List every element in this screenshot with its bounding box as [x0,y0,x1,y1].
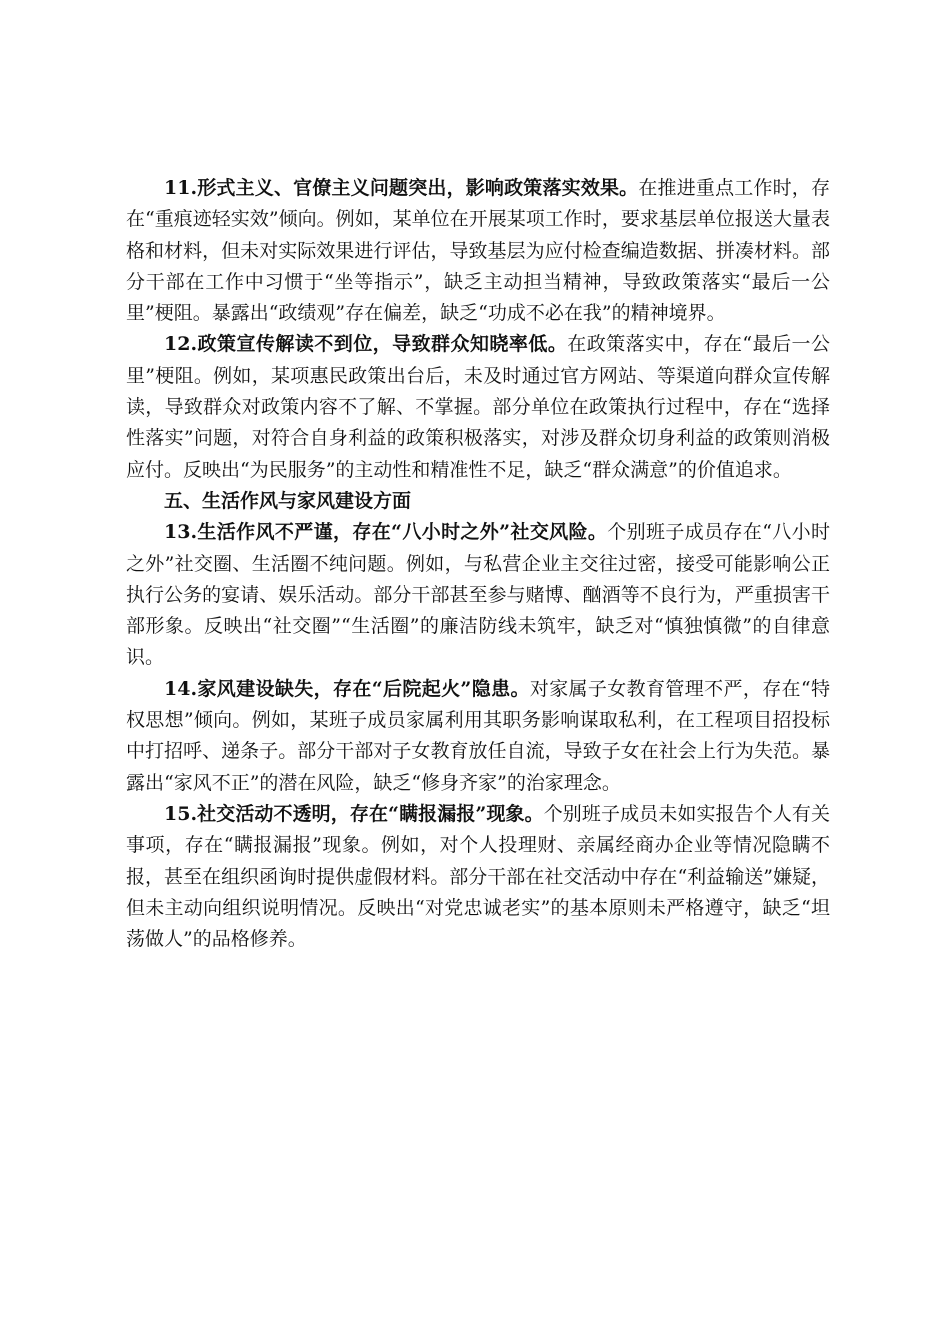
paragraph-15 [126,799,830,955]
paragraph-11 [126,173,830,329]
paragraph-13-heading: 13.生活作风不严谨，存在“八小时之外”社交风险。 [164,521,608,544]
paragraph-14-heading: 14.家风建设缺失，存在“后院起火”隐患。 [164,677,530,700]
paragraph-13 [126,517,830,673]
paragraph-11-heading: 11.形式主义、官僚主义问题突出，影响政策落实效果。 [164,177,639,199]
document-body [126,173,830,955]
paragraph-14 [126,674,830,799]
paragraph-13-body: 个别班子成员存在“八小时之外”社交圈、生活圈不纯问题。例如，与私营企业主交往过密，接受可能影响公正执行公务的宴请、娱乐活动。部分干部甚至参与赌博、酗酒等不良行为，严重损害干部形象。反映出“社交圈”“生活圈”的廉洁防线未筑牢，缺乏对“慎独慎微”的自律意识。 [126,521,830,669]
section-heading: 五、生活作风与家风建设方面 [164,489,412,512]
paragraph-15-heading: 15.社交活动不透明，存在“瞒报漏报”现象。 [164,802,544,825]
paragraph-12-body: 在政策落实中，存在“最后一公里”梗阻。例如，某项惠民政策出台后，未及时通过官方网站、等渠道向群众宣传解读，导致群众对政策内容不了解、不掌握。部分单位在政策执行过程中，存在“选择性落实”问题，对符合自身利益的政策积极落实，对涉及群众切身利益的政策则消极应付。反映出“为民服务”的主动性和精准性不足，缺乏“群众满意”的价值追求。 [126,333,830,481]
paragraph-12-heading: 12.政策宣传解读不到位，导致群众知晓率低。 [164,333,568,356]
paragraph-15-body: 个别班子成员未如实报告个人有关事项，存在“瞒报漏报”现象。例如，对个人投理财、亲属经商办企业等情况隐瞒不报，甚至在组织函询时提供虚假材料。部分干部在社交活动中存在“利益输送”嫌疑，但未主动向组织说明情况。反映出“对党忠诚老实”的基本原则未严格遵守，缺乏“坦荡做人”的品格修养。 [126,802,830,951]
paragraph-14-body: 对家属子女教育管理不严，存在“特权思想”倾向。例如，某班子成员家属利用其职务影响谋取私利，在工程项目招投标中打招呼、递条子。部分干部对子女教育放任自流，导致子女在社会上行为失范。暴露出“家风不正”的潜在风险，缺乏“修身齐家”的治家理念。 [126,677,830,794]
paragraph-11-body: 在推进重点工作时，存在“重痕迹轻实效”倾向。例如，某单位在开展某项工作时，要求基层单位报送大量表格和材料，但未对实际效果进行评估，导致基层为应付检查编造数据、拼凑材料。部分干部在工作中习惯于“坐等指示”，缺乏主动担当精神，导致政策落实“最后一公里”梗阻。暴露出“政绩观”存在偏差，缺乏“功成不必在我”的精神境界。 [126,177,830,325]
paragraph-12 [126,329,830,485]
